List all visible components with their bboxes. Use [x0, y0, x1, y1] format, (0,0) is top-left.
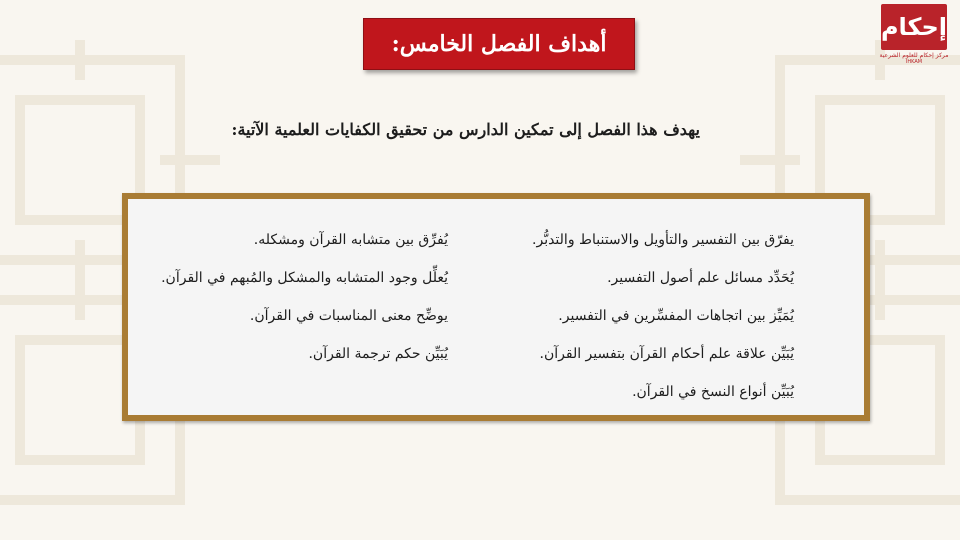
objective-item: يُعلِّل وجود المتشابه والمشكل والمُبهم في القرآن. [161, 270, 448, 286]
intro-text: يهدف هذا الفصل إلى تمكين الدارس من تحقيق الكفايات العلمية الآتية: [231, 120, 700, 139]
objectives-panel [128, 199, 864, 415]
objective-item: يُبَيِّن علاقة علم أحكام القرآن بتفسير القرآن. [539, 346, 794, 362]
logo [878, 4, 950, 72]
objectives-column-left [161, 229, 448, 381]
objective-item: يُبَيِّن أنواع النسخ في القرآن. [632, 384, 794, 400]
logo-tagline: IHKAM [905, 59, 923, 65]
logo-mark: إحكام [881, 4, 947, 50]
logo-subtitle: مركز إحكام للعلوم الشرعية [879, 52, 949, 59]
objective-item: يُمَيِّز بين اتجاهات المفسِّرين في التفسير. [558, 308, 794, 324]
objective-item: يُحَدِّد مسائل علم أصول التفسير. [607, 270, 794, 286]
objective-item: يُفرِّق بين متشابه القرآن ومشكله. [253, 232, 448, 248]
objective-item: يفرّق بين التفسير والتأويل والاستنباط والتدبُّر. [532, 232, 794, 248]
chapter-objectives-title: أهداف الفصل الخامس: [363, 18, 635, 70]
objectives-frame [122, 193, 870, 421]
objective-item: يُبَيِّن حكم ترجمة القرآن. [308, 346, 448, 362]
objective-item: يوضِّح معنى المناسبات في القرآن. [249, 308, 448, 324]
objectives-column-right [532, 229, 794, 419]
